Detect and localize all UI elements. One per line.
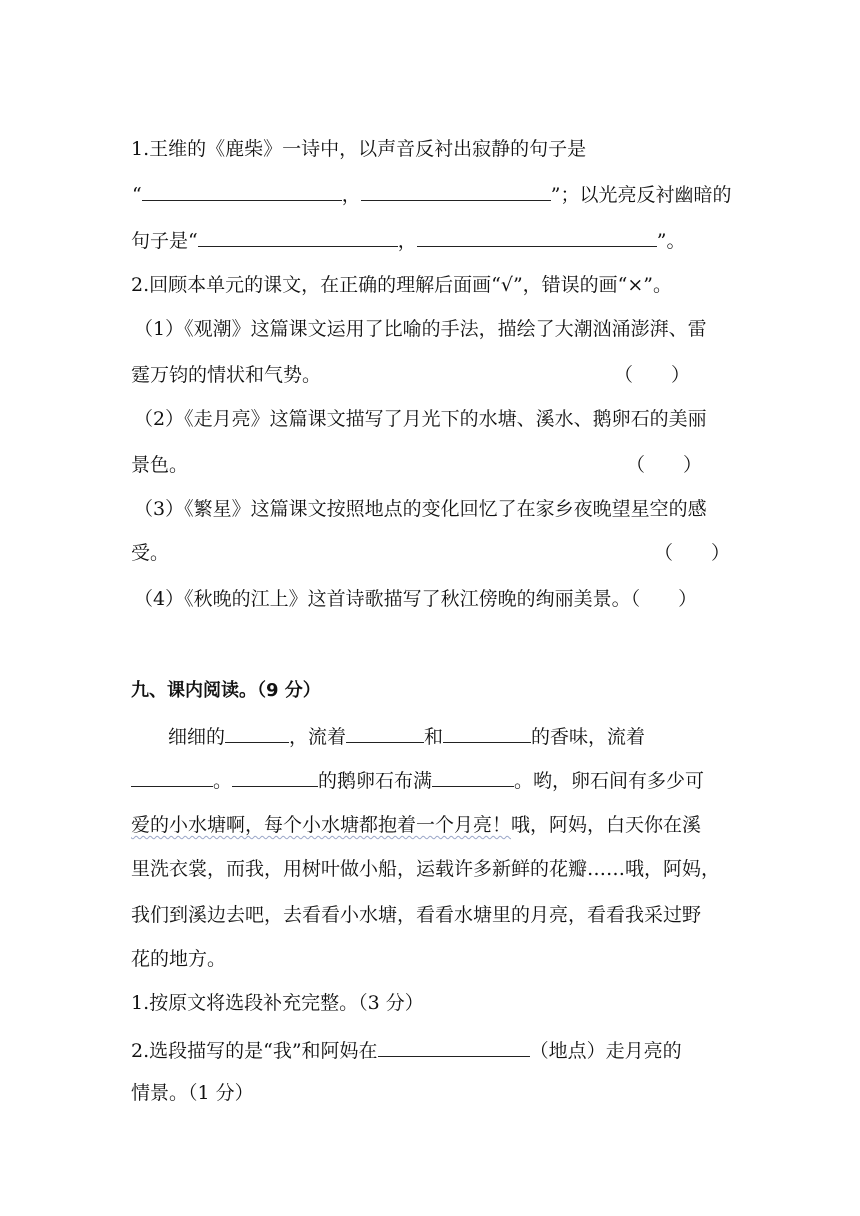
q2-intro: 2.回顾本单元的课文，在正确的理解后面画“√”，错误的画“×”。	[131, 274, 673, 296]
q2-item-2-cont: 景色。	[131, 454, 189, 476]
answer-blank[interactable]	[432, 766, 514, 787]
q2-item-3: （3）《繁星》这篇课文按照地点的变化回忆了在家乡夜晚望星空的感	[134, 498, 707, 520]
q1-line2: “ ， ”；以光亮反衬幽暗的	[132, 180, 731, 208]
answer-blank[interactable]	[346, 722, 424, 743]
q2-item-4-answer[interactable]: （ ）	[630, 588, 698, 610]
answer-blank[interactable]	[417, 226, 657, 247]
q1-line3: 句子是“ ， ”。	[131, 226, 685, 254]
q2-item-3-cont: 受。	[131, 542, 170, 564]
q2-item-2-answer[interactable]: （ ）	[626, 454, 703, 476]
question-2-cont: 情景。（1 分）	[131, 1082, 254, 1104]
answer-blank[interactable]	[361, 180, 551, 201]
answer-blank[interactable]	[232, 766, 318, 787]
passage-line-2: 。 的鹅卵石布满 。哟，卵石间有多少可	[131, 766, 704, 794]
passage-line-5: 我们到溪边去吧，去看看小水塘，看看水塘里的月亮，看看我采过野	[131, 904, 702, 926]
answer-blank[interactable]	[142, 180, 342, 201]
q2-item-1-cont: 霆万钧的情状和气势。	[131, 364, 322, 386]
passage-line-3: 爱的小水塘啊，每个小水塘都抱着一个月亮！哦，阿妈，白天你在溪	[131, 814, 702, 836]
passage-line-1: 细细的 ，流着 和 的香味，流着	[168, 722, 645, 750]
passage-line-6: 花的地方。	[131, 948, 227, 970]
q2-item-1-answer[interactable]: （ ）	[614, 364, 691, 386]
passage-line-4: 里洗衣裳，而我，用树叶做小船，运载许多新鲜的花瓣……哦，阿妈，	[131, 858, 721, 880]
q2-item-1: （1）《观潮》这篇课文运用了比喻的手法，描绘了大潮汹涌澎湃、雷	[134, 318, 707, 340]
answer-blank[interactable]	[443, 722, 531, 743]
answer-blank[interactable]	[225, 722, 289, 743]
question-2: 2.选段描写的是“我”和阿妈在 （地点）走月亮的	[131, 1036, 682, 1064]
q2-item-4: （4）《秋晚的江上》这首诗歌描写了秋江傍晚的绚丽美景。（ ）	[134, 588, 698, 610]
question-1: 1.按原文将选段补充完整。（3 分）	[131, 992, 424, 1014]
q1-line1: 1.王维的《鹿柴》一诗中，以声音反衬出寂静的句子是	[131, 138, 587, 160]
answer-blank[interactable]	[131, 766, 213, 787]
section-heading: 九、课内阅读。（9 分）	[131, 680, 321, 701]
answer-blank[interactable]	[198, 226, 398, 247]
answer-blank[interactable]	[378, 1036, 530, 1057]
q2-item-3-answer[interactable]: （ ）	[654, 542, 731, 564]
q2-item-2: （2）《走月亮》这篇课文描写了月光下的水塘、溪水、鹅卵石的美丽	[134, 408, 707, 430]
